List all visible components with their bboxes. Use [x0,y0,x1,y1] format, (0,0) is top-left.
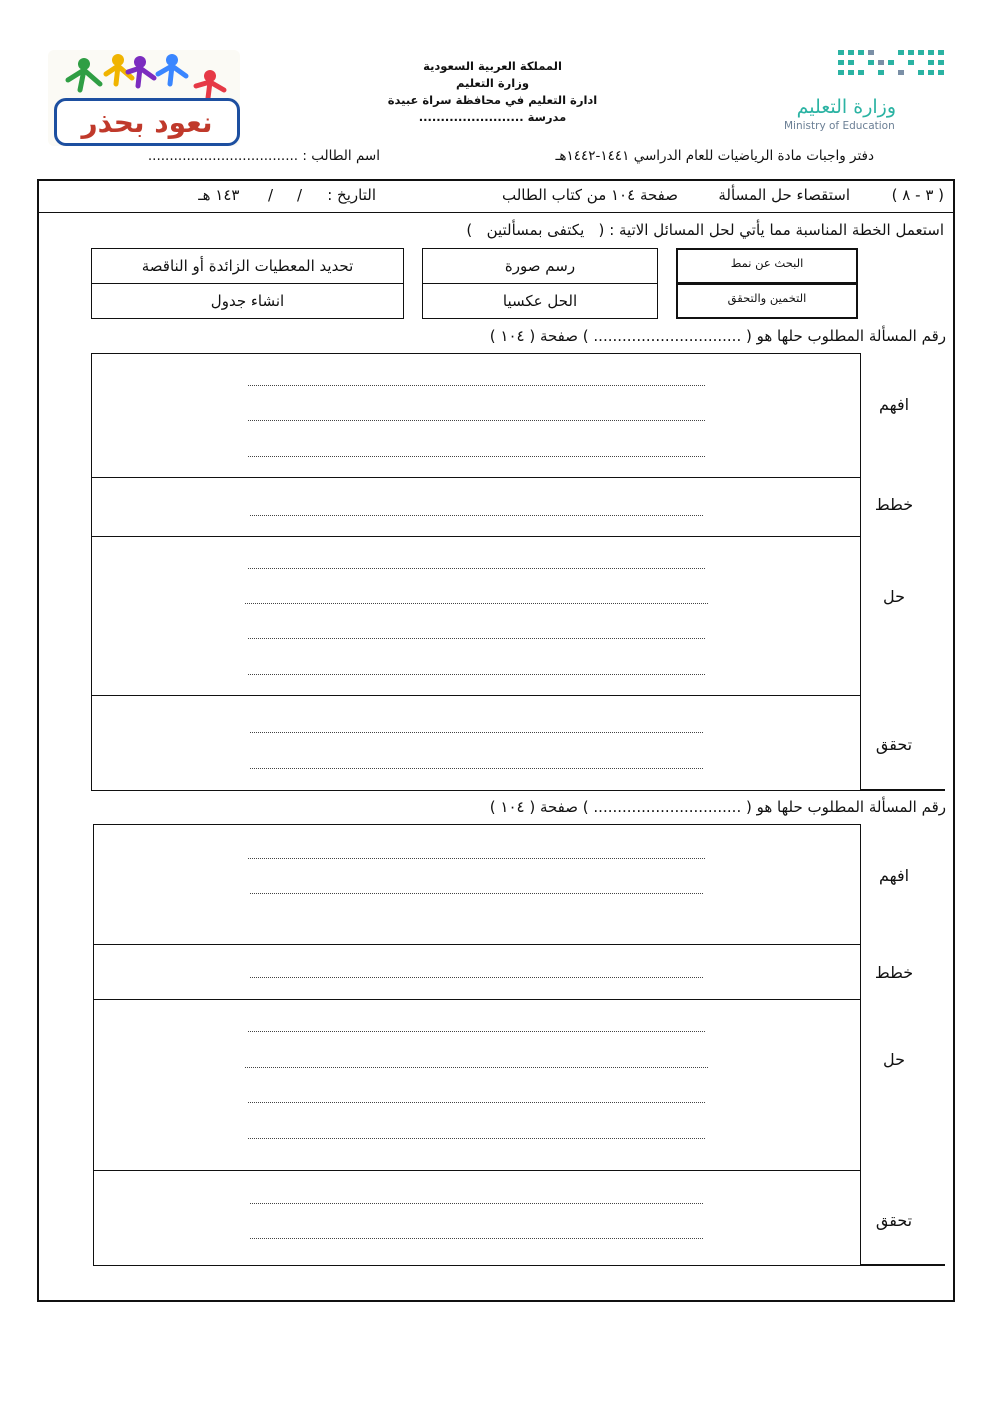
problem2-label: رقم المسألة المطلوب حلها هو [756,798,946,816]
problem1-line [490,327,946,345]
logo-text: نعود بحذر [81,105,213,139]
ministry-name: وزارة التعليم [456,76,529,90]
p1-bottom-rule [861,789,945,791]
p1-understand-line[interactable] [248,385,705,386]
p2-solve-label: حل [882,1050,905,1069]
strategy-make-table: انشاء جدول [91,283,404,319]
p1-solve-label: حل [882,587,905,606]
p1-divider-2 [91,536,861,537]
student-name-line [148,148,380,164]
p1-solve-line[interactable] [245,603,708,604]
strategy-guess-check: التخمين والتحقق [676,283,858,319]
p2-plan-label: خطط [874,963,914,982]
instruction-line [466,221,944,239]
p2-plan-line[interactable] [250,977,703,978]
student-value: ................................... [147,148,299,164]
problem2-page: صفحة ( ١٠٤ ) [489,798,578,816]
p1-check-line[interactable] [250,768,703,769]
p2-solve-line[interactable] [248,1031,705,1032]
ministry-logo [778,44,948,136]
lesson-page-ref: صفحة ١٠٤ من كتاب الطالب [501,186,678,204]
ministry-logo-en: Ministry of Education [784,120,895,132]
p2-understand-line[interactable] [250,893,703,894]
notebook-title: دفتر واجبات مادة الرياضيات للعام الدراسي ١٤٤١-١٤٤٢هـ [555,148,874,164]
p2-divider-3 [93,1170,861,1171]
p1-understand-line[interactable] [248,456,705,457]
lesson-code: ( ٣ - ٨ ) [891,186,944,204]
p2-solve-line[interactable] [248,1138,705,1139]
p1-divider-3 [91,695,861,696]
p1-check-line[interactable] [250,732,703,733]
country-name: المملكة العربية السعودية [423,59,562,73]
p1-understand-label: افهم [878,395,910,414]
return-carefully-logo [48,50,240,146]
p2-bottom-rule [861,1264,945,1266]
p1-plan-label: خطط [874,495,914,514]
problem1-answer-box [91,353,861,791]
p2-understand-label: افهم [878,866,910,885]
problem2-answer-box [93,824,861,1266]
problem2-line [490,798,946,816]
student-label: اسم الطالب : [302,148,380,164]
p1-plan-line[interactable] [250,515,703,516]
strategy-find-pattern: البحث عن نمط [676,248,858,284]
ministry-dots-icon [836,46,946,80]
p2-check-line[interactable] [250,1238,703,1239]
p1-solve-line[interactable] [248,638,705,639]
logo-text-badge [54,98,240,146]
problem1-page: صفحة ( ١٠٤ ) [489,327,578,345]
p2-check-label: تحقق [875,1211,913,1230]
p2-understand-line[interactable] [248,858,705,859]
header-text-block [380,58,605,126]
strategy-draw-picture: رسم صورة [422,248,658,284]
problem2-blank[interactable]: ( ............................... ) [582,798,752,816]
strategy-work-backward: الحل عكسيا [422,283,658,319]
strategy-extra-missing-data: تحديد المعطيات الزائدة أو الناقصة [91,248,404,284]
p1-divider-1 [91,477,861,478]
instruction-note: ( يكتفى بمسألتين ) [466,221,605,239]
p2-divider-1 [93,944,861,945]
lesson-title: استقصاء حل المسألة [718,186,850,204]
school-line [380,109,605,126]
date-label: التاريخ : [327,186,376,204]
p1-solve-line[interactable] [248,674,705,675]
p2-divider-2 [93,999,861,1000]
instruction-text: استعمل الخطة المناسبة مما يأتي لحل المسائل الاتية : [609,221,944,239]
p1-check-label: تحقق [875,735,913,754]
school-value: ........................ [418,110,524,124]
ministry-logo-ar: وزارة التعليم [796,96,896,118]
department-name: ادارة التعليم في محافظة سراة عبيدة [387,93,598,107]
school-label: مدرسة [527,110,567,124]
p2-solve-line[interactable] [248,1102,705,1103]
lesson-row-divider [37,212,955,213]
p1-understand-line[interactable] [248,420,705,421]
p2-solve-line[interactable] [245,1067,708,1068]
p2-check-line[interactable] [250,1203,703,1204]
problem1-label: رقم المسألة المطلوب حلها هو [756,327,946,345]
problem1-blank[interactable]: ( ............................... ) [582,327,752,345]
p1-solve-line[interactable] [248,568,705,569]
date-value: / / ١٤٣ هـ [198,186,302,204]
